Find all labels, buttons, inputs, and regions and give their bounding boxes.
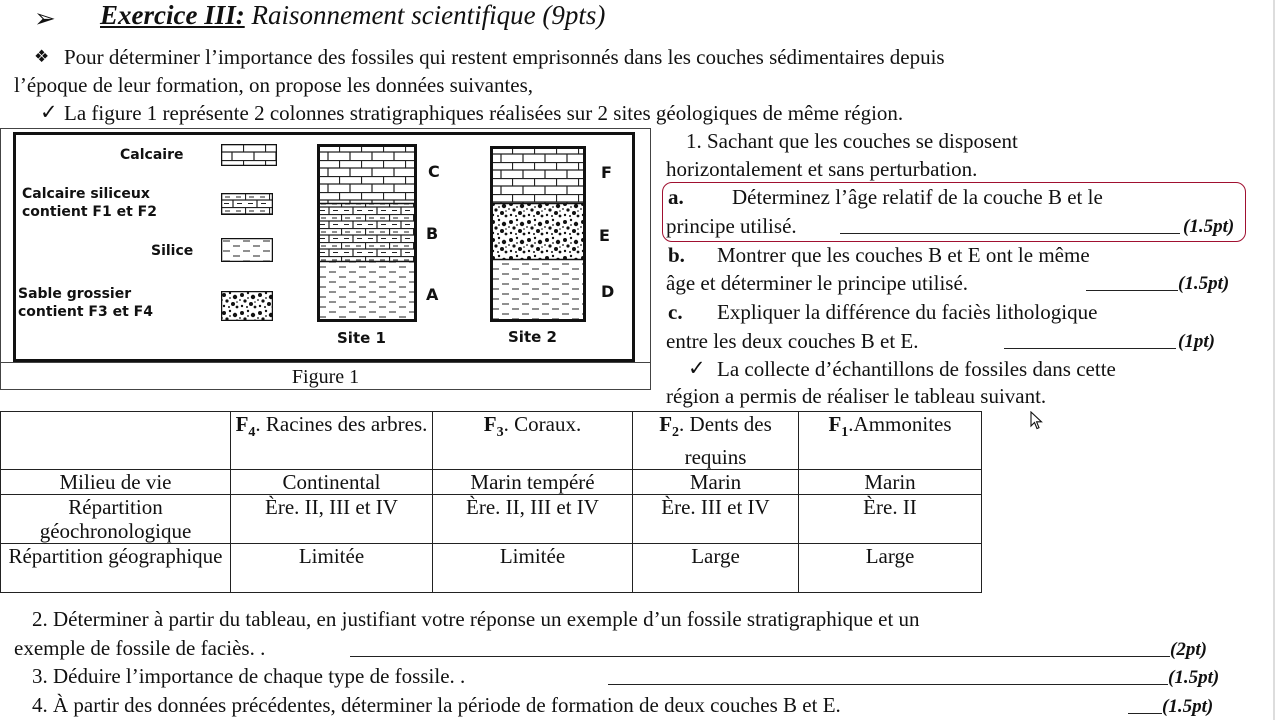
table-header-row	[1, 412, 982, 470]
site2-layer-f	[492, 148, 585, 204]
q4-points: (1.5pt)	[1162, 696, 1214, 717]
qa-letter: a.	[668, 185, 684, 209]
collect-line-2: région a permis de réaliser le tableau suivant.	[666, 384, 1047, 408]
q3-line: 3. Déduire l’importance de chaque type de fossile. .	[32, 664, 466, 688]
site1-layer-c-label: C	[428, 162, 440, 181]
table-cell: Ère. II	[799, 495, 982, 544]
qa-line-2: principe utilisé.	[666, 214, 797, 238]
site1-column	[317, 144, 417, 322]
exercise-title	[100, 2, 605, 28]
table-cell: Marin	[799, 470, 982, 495]
site1-layer-b	[319, 204, 416, 262]
check-icon: ✓	[40, 100, 58, 124]
table-cell: Limitée	[433, 544, 633, 593]
legend-silice-swatch	[221, 238, 273, 262]
q3-answer-line	[608, 684, 1168, 685]
table-row	[1, 470, 982, 495]
qa-answer-line	[840, 233, 1180, 234]
fossil-table	[0, 411, 982, 593]
legend-calc-siliceux-label-1: Calcaire siliceux	[22, 186, 150, 202]
intro-bullet: ❖	[34, 47, 50, 66]
legend-sable-label-1: Sable grossier	[18, 286, 132, 302]
table-row-label: Répartition géographique	[1, 544, 231, 593]
qb-letter: b.	[668, 243, 685, 267]
site2-layer-f-label: F	[601, 163, 612, 182]
legend-calc-siliceux-label-2: contient F1 et F2	[22, 204, 157, 220]
q4-line: 4. À partir des données précédentes, déterminer la période de formation de deux couches B et E.	[32, 693, 841, 717]
site2-label: Site 2	[508, 328, 557, 346]
table-row-label: Milieu de vie	[1, 470, 231, 495]
intro-line-3: La figure 1 représente 2 colonnes stratigraphiques réalisées sur 2 sites géologiques de même région.	[64, 101, 904, 125]
legend-silice-label: Silice	[151, 243, 194, 259]
qc-answer-line	[1004, 348, 1176, 349]
qb-points: (1.5pt)	[1178, 273, 1230, 294]
q2-answer-line	[350, 656, 1170, 657]
legend-calc-siliceux-swatch	[221, 193, 273, 215]
table-header-cell: $F_2$. Dents des requins	[633, 412, 799, 470]
mouse-cursor-icon	[1030, 411, 1044, 431]
collect-line-1: La collecte d’échantillons de fossiles dans cette	[717, 357, 1116, 381]
table-row	[1, 544, 982, 593]
qb-line-2: âge et déterminer le principe utilisé.	[666, 271, 969, 295]
q4-answer-line	[1128, 713, 1162, 714]
table-cell: Large	[633, 544, 799, 593]
q2-line-2: exemple de fossile de faciès. .	[14, 636, 266, 660]
qb-line-1: Montrer que les couches B et E ont le même	[717, 243, 1090, 267]
table-header-cell: $F_1.Ammonites$	[799, 412, 982, 470]
site2-layer-d	[492, 260, 585, 321]
collect-check-icon: ✓	[688, 356, 706, 380]
qc-line-2: entre les deux couches B et E.	[666, 329, 919, 353]
title-arrow: ➢	[34, 4, 56, 33]
table-cell: Ère. III et IV	[633, 495, 799, 544]
table-corner-cell	[1, 412, 231, 470]
site1-layer-a-label: A	[426, 285, 439, 304]
intro-line-2: l’époque de leur formation, on propose les données suivantes,	[14, 73, 534, 97]
table-header-cell: $F_3$. Coraux.	[433, 412, 633, 470]
q1-line-1: 1. Sachant que les couches se disposent	[686, 129, 1018, 153]
q1-line-2: horizontalement et sans perturbation.	[666, 157, 978, 181]
table-cell: Ère. II, III et IV	[231, 495, 433, 544]
legend-calcaire-label: Calcaire	[120, 147, 184, 163]
legend-sable-swatch	[221, 291, 273, 321]
table-row	[1, 495, 982, 544]
site1-layer-b-label: B	[426, 224, 439, 243]
scrollbar-ticks	[1268, 0, 1280, 720]
table-cell: Continental	[231, 470, 433, 495]
site1-label: Site 1	[337, 329, 386, 347]
table-cell: Marin tempéré	[433, 470, 633, 495]
q2-points: (2pt)	[1170, 639, 1207, 660]
qc-line-1: Expliquer la différence du faciès lithologique	[717, 300, 1098, 324]
qb-answer-line	[1086, 290, 1178, 291]
qc-letter: c.	[668, 300, 683, 324]
site1-layer-a	[319, 262, 416, 321]
site2-layer-d-label: D	[601, 282, 615, 301]
q2-line-1: 2. Déterminer à partir du tableau, en justifiant votre réponse un exemple d’un fossile stratigraphique et un	[32, 607, 920, 631]
site1-layer-c	[319, 146, 416, 204]
site2-layer-e	[492, 204, 585, 260]
intro-line-1: Pour déterminer l’importance des fossiles qui restent emprisonnés dans les couches sédimentaires depuis	[64, 45, 945, 69]
legend-sable-label-2: contient F3 et F4	[18, 304, 153, 320]
q3-points: (1.5pt)	[1168, 667, 1220, 688]
table-cell: Limitée	[231, 544, 433, 593]
site2-column	[490, 146, 586, 322]
legend-calcaire-swatch	[221, 144, 277, 166]
table-cell: Marin	[633, 470, 799, 495]
exercise-number: Exercice III:	[100, 0, 245, 30]
table-cell: Large	[799, 544, 982, 593]
table-row-label: Répartition géochronologique	[1, 495, 231, 544]
figure-caption: Figure 1	[0, 362, 651, 391]
exercise-subject: Raisonnement scientifique (9pts)	[251, 0, 606, 30]
qa-points: (1.5pt)	[1183, 216, 1235, 237]
qc-points: (1pt)	[1178, 331, 1215, 352]
table-cell: Ère. II, III et IV	[433, 495, 633, 544]
qa-line-1: Déterminez l’âge relatif de la couche B et le	[732, 185, 1103, 209]
table-header-cell: $F_4$. Racines des arbres.	[231, 412, 433, 470]
site2-layer-e-label: E	[599, 226, 610, 245]
